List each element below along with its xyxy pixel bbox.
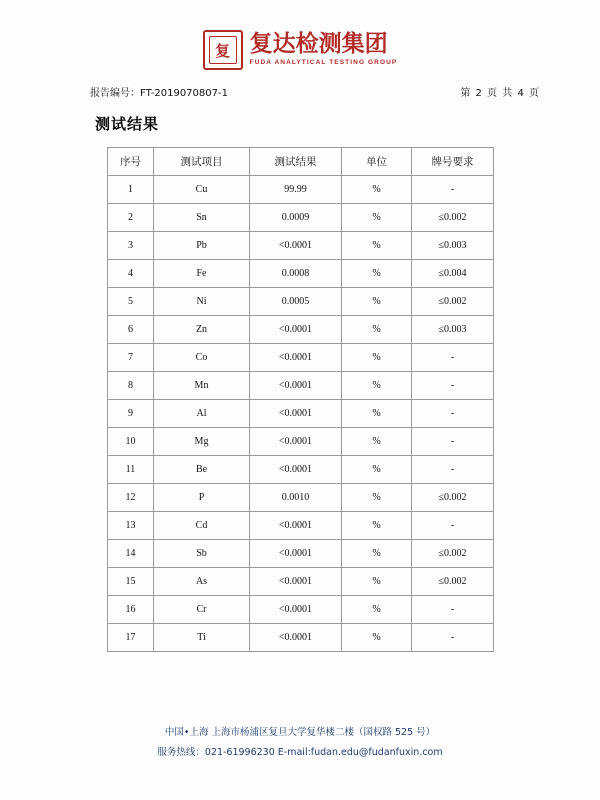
column-header-no: 序号 xyxy=(108,148,154,176)
cell-item: As xyxy=(154,568,250,596)
cell-no: 16 xyxy=(108,596,154,624)
cell-no: 9 xyxy=(108,400,154,428)
cell-requirement: - xyxy=(412,512,494,540)
cell-result: <0.0001 xyxy=(250,400,342,428)
cell-no: 12 xyxy=(108,484,154,512)
footer-contact: 服务热线：021-61996230 E-mail:fudan.edu@fudanfuxin.com xyxy=(157,747,443,758)
table-row xyxy=(108,456,494,484)
cell-requirement: ≤0.002 xyxy=(412,288,494,316)
cell-item: Cd xyxy=(154,512,250,540)
cell-requirement: ≤0.004 xyxy=(412,260,494,288)
cell-requirement: - xyxy=(412,176,494,204)
cell-item: Be xyxy=(154,456,250,484)
table-row xyxy=(108,484,494,512)
results-table-wrapper xyxy=(107,147,493,652)
cell-no: 2 xyxy=(108,204,154,232)
cell-unit: % xyxy=(342,400,412,428)
cell-item: Mg xyxy=(154,428,250,456)
table-row xyxy=(108,540,494,568)
cell-result: <0.0001 xyxy=(250,428,342,456)
company-logo xyxy=(0,30,600,70)
cell-no: 1 xyxy=(108,176,154,204)
cell-item: Sb xyxy=(154,540,250,568)
cell-requirement: ≤0.002 xyxy=(412,484,494,512)
page-title: 测试结果 xyxy=(95,115,160,133)
cell-requirement: - xyxy=(412,400,494,428)
cell-requirement: - xyxy=(412,428,494,456)
table-row xyxy=(108,316,494,344)
cell-result: <0.0001 xyxy=(250,568,342,596)
cell-item: Pb xyxy=(154,232,250,260)
cell-item: Fe xyxy=(154,260,250,288)
cell-item: Zn xyxy=(154,316,250,344)
table-row xyxy=(108,400,494,428)
cell-result: <0.0001 xyxy=(250,596,342,624)
page-number: 第 2 页 共 4 页 xyxy=(460,88,540,99)
results-table-body xyxy=(108,176,494,652)
table-row xyxy=(108,176,494,204)
cell-item: Al xyxy=(154,400,250,428)
cell-result: 0.0009 xyxy=(250,204,342,232)
table-row xyxy=(108,596,494,624)
cell-unit: % xyxy=(342,540,412,568)
cell-unit: % xyxy=(342,204,412,232)
table-row xyxy=(108,204,494,232)
cell-item: Ti xyxy=(154,624,250,652)
cell-no: 4 xyxy=(108,260,154,288)
table-row xyxy=(108,512,494,540)
table-row xyxy=(108,568,494,596)
cell-result: <0.0001 xyxy=(250,456,342,484)
cell-result: 99.99 xyxy=(250,176,342,204)
column-header-unit: 单位 xyxy=(342,148,412,176)
table-row xyxy=(108,232,494,260)
cell-requirement: - xyxy=(412,456,494,484)
column-header-requirement: 牌号要求 xyxy=(412,148,494,176)
cell-no: 14 xyxy=(108,540,154,568)
cell-requirement: ≤0.002 xyxy=(412,540,494,568)
cell-item: Cr xyxy=(154,596,250,624)
cell-unit: % xyxy=(342,372,412,400)
cell-result: <0.0001 xyxy=(250,344,342,372)
cell-item: Sn xyxy=(154,204,250,232)
cell-requirement: - xyxy=(412,624,494,652)
cell-item: Cu xyxy=(154,176,250,204)
cell-item: P xyxy=(154,484,250,512)
cell-unit: % xyxy=(342,428,412,456)
cell-unit: % xyxy=(342,624,412,652)
cell-no: 15 xyxy=(108,568,154,596)
cell-item: Mn xyxy=(154,372,250,400)
table-row xyxy=(108,624,494,652)
cell-unit: % xyxy=(342,596,412,624)
page-footer xyxy=(0,724,600,758)
cell-unit: % xyxy=(342,484,412,512)
cell-result: <0.0001 xyxy=(250,232,342,260)
cell-requirement: ≤0.003 xyxy=(412,316,494,344)
cell-unit: % xyxy=(342,260,412,288)
cell-no: 11 xyxy=(108,456,154,484)
report-header-row xyxy=(0,84,600,99)
cell-requirement: - xyxy=(412,344,494,372)
table-row xyxy=(108,288,494,316)
table-row xyxy=(108,428,494,456)
cell-unit: % xyxy=(342,512,412,540)
table-header-row xyxy=(108,148,494,176)
cell-result: <0.0001 xyxy=(250,372,342,400)
cell-result: 0.0010 xyxy=(250,484,342,512)
cell-result: 0.0008 xyxy=(250,260,342,288)
cell-no: 8 xyxy=(108,372,154,400)
table-row xyxy=(108,260,494,288)
cell-no: 17 xyxy=(108,624,154,652)
logo-inner xyxy=(203,30,398,70)
cell-no: 3 xyxy=(108,232,154,260)
cell-result: 0.0005 xyxy=(250,288,342,316)
cell-unit: % xyxy=(342,232,412,260)
cell-result: <0.0001 xyxy=(250,512,342,540)
cell-result: <0.0001 xyxy=(250,540,342,568)
cell-unit: % xyxy=(342,288,412,316)
report-number: 报告编号：FT-2019070807-1 xyxy=(90,88,228,99)
cell-no: 10 xyxy=(108,428,154,456)
column-header-result: 测试结果 xyxy=(250,148,342,176)
cell-no: 7 xyxy=(108,344,154,372)
column-header-item: 测试项目 xyxy=(154,148,250,176)
cell-requirement: - xyxy=(412,596,494,624)
cell-requirement: ≤0.003 xyxy=(412,232,494,260)
cell-unit: % xyxy=(342,176,412,204)
logo-english-name: FUDA ANALYTICAL TESTING GROUP xyxy=(249,59,398,67)
cell-unit: % xyxy=(342,568,412,596)
cell-unit: % xyxy=(342,316,412,344)
table-row xyxy=(108,344,494,372)
cell-unit: % xyxy=(342,344,412,372)
cell-requirement: ≤0.002 xyxy=(412,204,494,232)
seal-character: 复 xyxy=(215,41,231,60)
logo-chinese-name: 复达检测集团 xyxy=(249,31,388,58)
footer-address: 中国•上海 上海市杨浦区复旦大学复华楼二楼（国权路 525 号） xyxy=(164,727,436,738)
cell-requirement: ≤0.002 xyxy=(412,568,494,596)
cell-result: <0.0001 xyxy=(250,316,342,344)
cell-unit: % xyxy=(342,456,412,484)
cell-no: 13 xyxy=(108,512,154,540)
cell-result: <0.0001 xyxy=(250,624,342,652)
seal-icon xyxy=(203,30,243,70)
cell-no: 6 xyxy=(108,316,154,344)
table-row xyxy=(108,372,494,400)
cell-no: 5 xyxy=(108,288,154,316)
cell-item: Co xyxy=(154,344,250,372)
cell-item: Ni xyxy=(154,288,250,316)
cell-requirement: - xyxy=(412,372,494,400)
results-table xyxy=(107,147,494,652)
logo-text xyxy=(250,33,398,67)
